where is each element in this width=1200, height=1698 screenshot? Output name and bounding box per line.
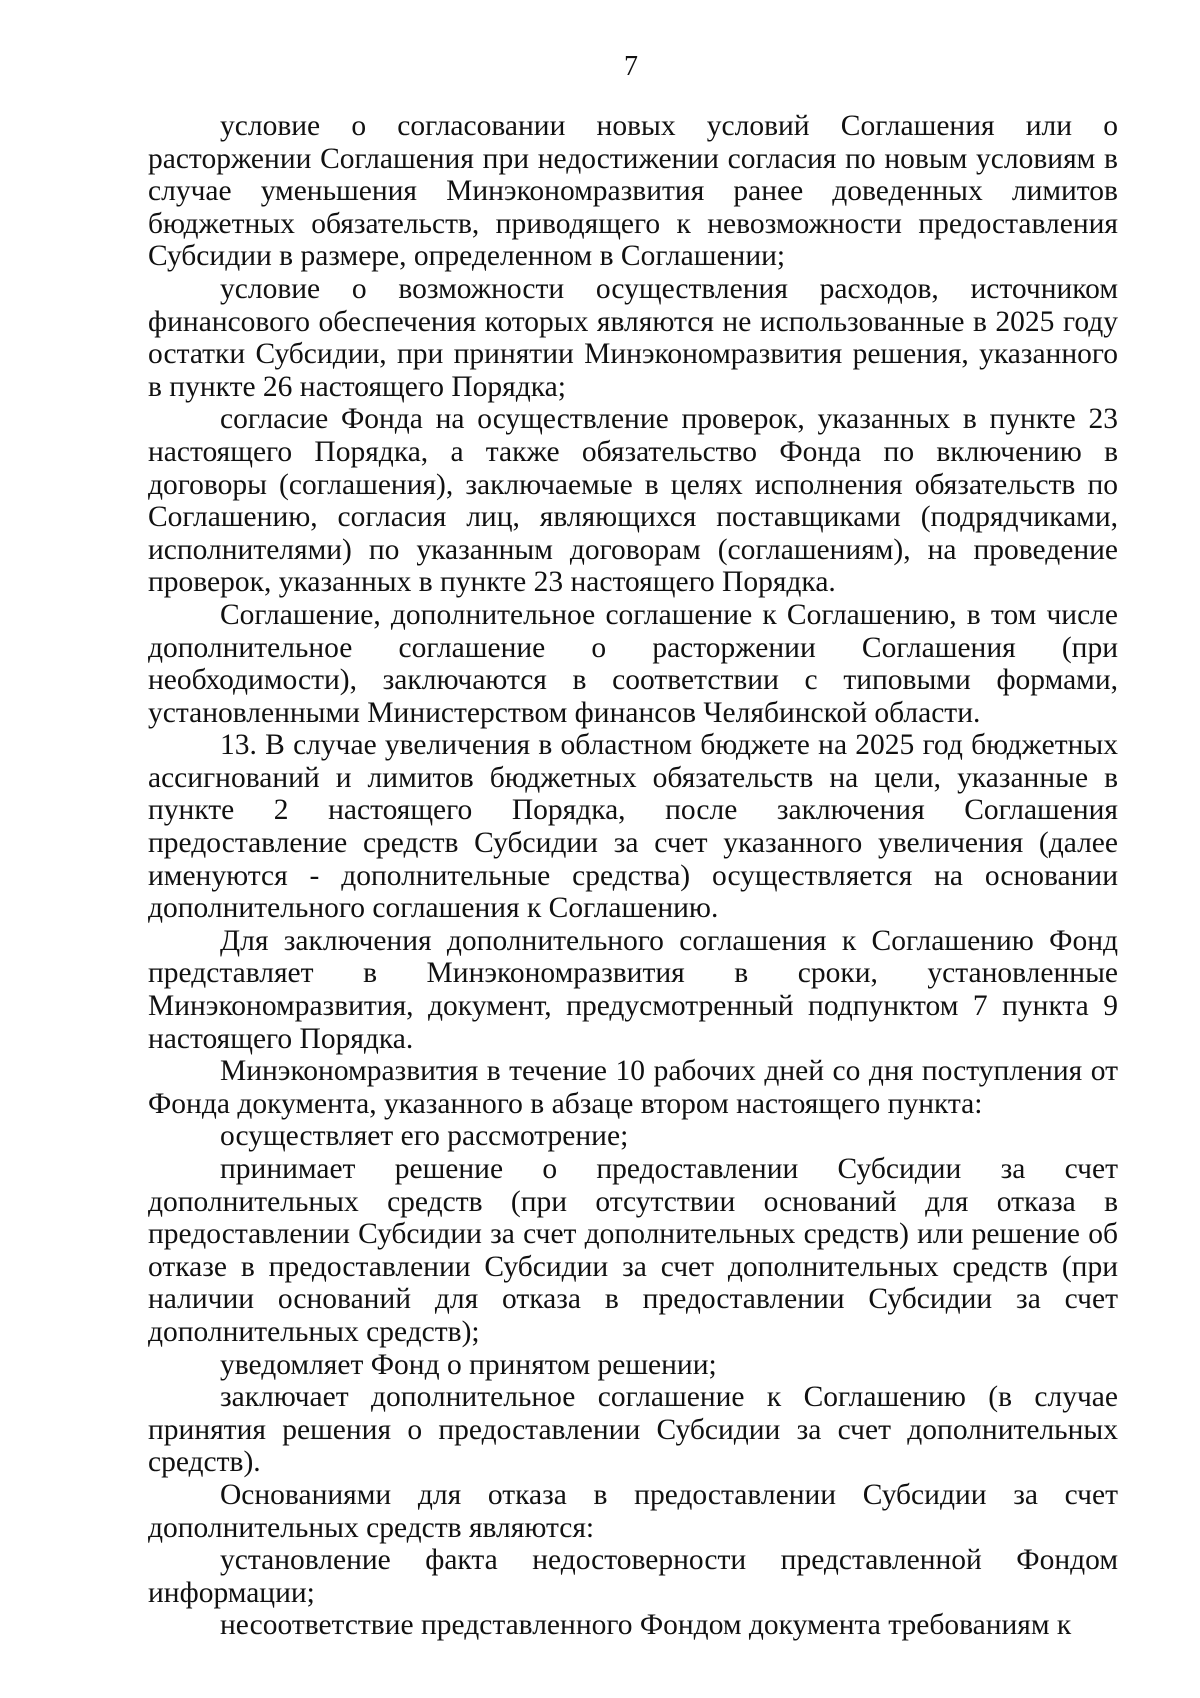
paragraph: принимает решение о предоставлении Субсидии за счет дополнительных средств (при отсутствии оснований для отказа в предоставлении Субсидии за счет дополнительных средств) или решение об отказе в предоставлении Субсидии за счет дополнительных средств (при наличии оснований для отказа в предоставлении Субсидии за счет дополнительных средств); [148,1153,1118,1348]
paragraph: Для заключения дополнительного соглашения к Соглашению Фонд представляет в Минэкономразвития в сроки, установленные Минэкономразвития, документ, предусмотренный подпунктом 7 пункта 9 настоящего Порядка. [148,924,1118,1055]
document-body [148,110,1118,1642]
paragraph: осуществляет его рассмотрение; [220,1120,629,1153]
paragraph: Минэкономразвития в течение 10 рабочих дней со дня поступления от Фонда документа, указанного в абзаце втором настоящего пункта: [148,1055,1118,1120]
paragraph: заключает дополнительное соглашение к Соглашению (в случае принятия решения о предоставлении Субсидии за счет дополнительных средств). [148,1381,1118,1479]
paragraph: Соглашение, дополнительное соглашение к Соглашению, в том числе дополнительное соглашение о расторжении Соглашения (при необходимости), заключаются в соответствии с типовыми формами, установленными Министерством финансов Челябинской области. [148,598,1118,729]
paragraph: несоответствие представленного Фондом документа требованиям к [220,1609,1072,1642]
page-number: 7 [624,51,638,82]
paragraph: 13. В случае увеличения в областном бюджете на 2025 год бюджетных ассигнований и лимитов бюджетных обязательств на цели, указанные в пункте 2 настоящего Порядка, после заключения Соглашения предоставление средств Субсидии за счет указанного увеличения (далее именуются - дополнительные средства) осуществляется на основании дополнительного соглашения к Соглашению. [148,729,1118,925]
paragraph: согласие Фонда на осуществление проверок, указанных в пункте 23 настоящего Порядка, а также обязательство Фонда по включению в договоры (соглашения), заключаемые в целях исполнения обязательств по Соглашению, согласия лиц, являющихся поставщиками (подрядчиками, исполнителями) по указанным договорам (соглашениям), на проведение проверок, указанных в пункте 23 настоящего Порядка. [148,403,1118,599]
paragraph: уведомляет Фонд о принятом решении; [220,1348,717,1381]
paragraph: Основаниями для отказа в предоставлении Субсидии за счет дополнительных средств являются: [148,1478,1118,1544]
paragraph: установление факта недостоверности представленной Фондом информации; [148,1544,1118,1609]
paragraph: условие о согласовании новых условий Соглашения или о расторжении Соглашения при недостижении согласия по новым условиям в случае уменьшения Минэкономразвития ранее доведенных лимитов бюджетных обязательств, приводящего к невозможности предоставления Субсидии в размере, определенном в Соглашении; [148,110,1118,273]
paragraph: условие о возможности осуществления расходов, источником финансового обеспечения которых являются не использованные в 2025 году остатки Субсидии, при принятии Минэкономразвития решения, указанного в пункте 26 настоящего Порядка; [148,272,1118,403]
